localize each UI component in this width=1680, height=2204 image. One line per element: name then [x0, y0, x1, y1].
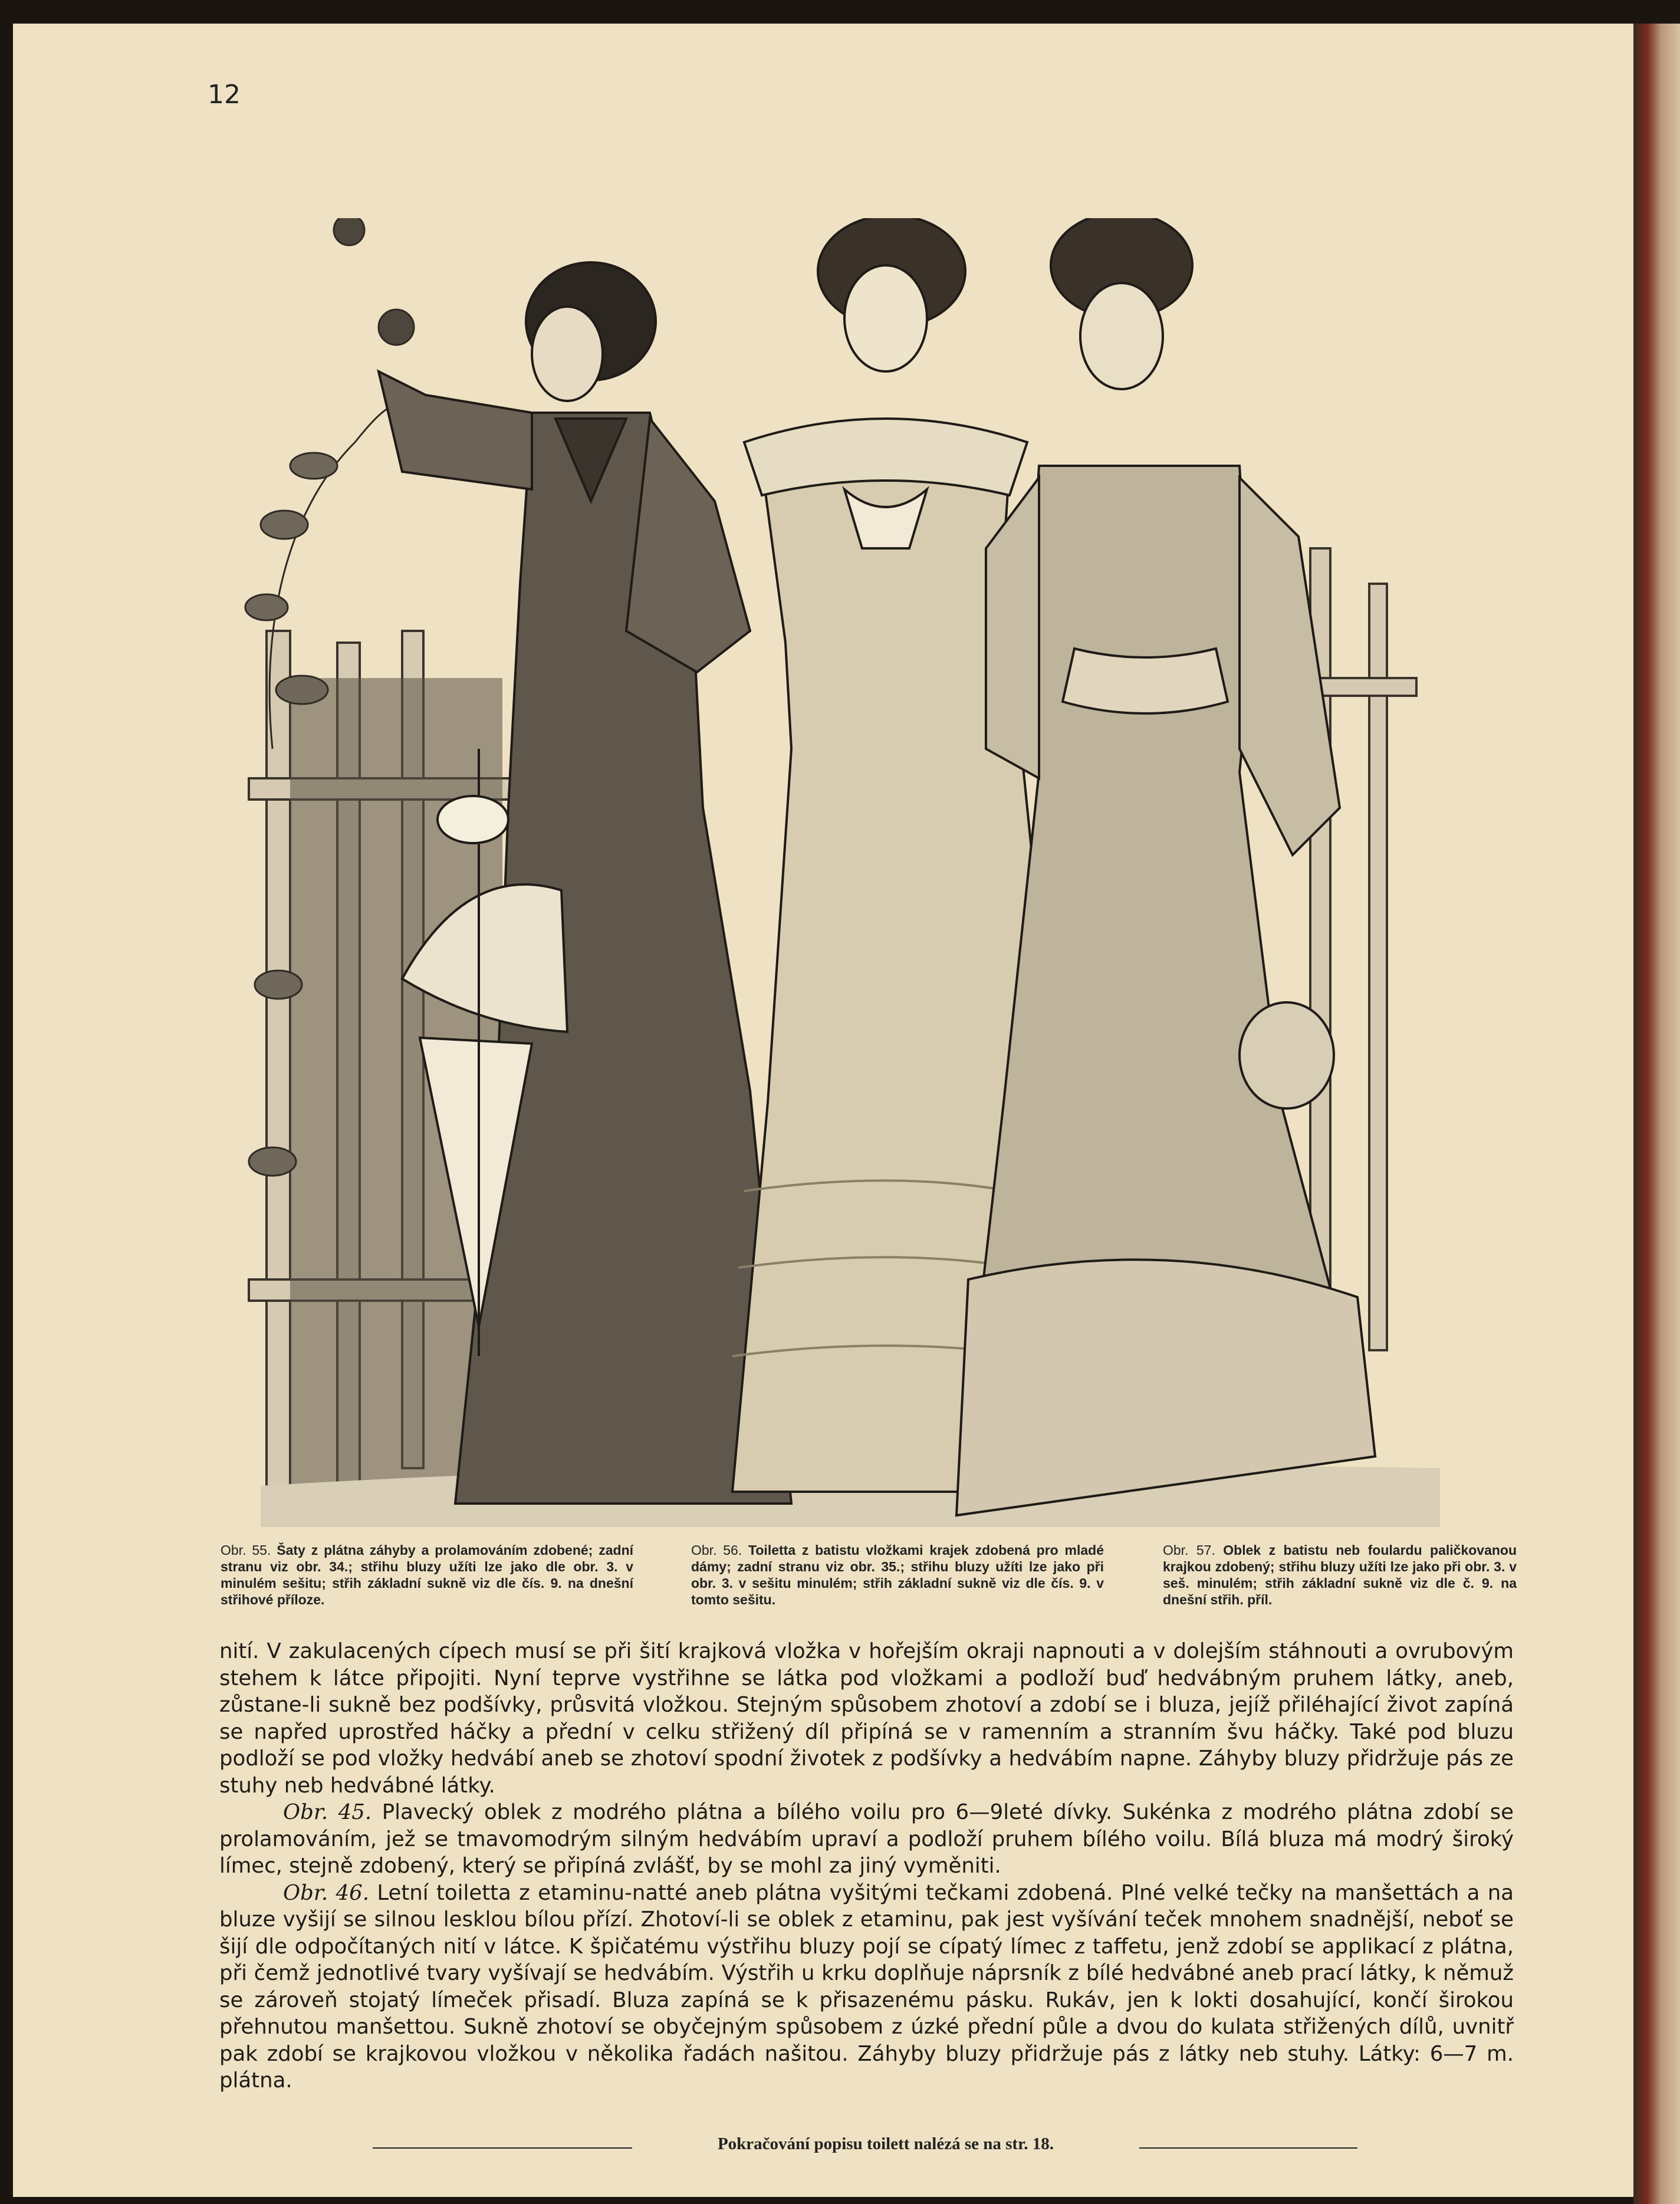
paragraph-obr-45	[219, 1799, 1514, 1880]
caption-label: Obr. 56.	[691, 1542, 742, 1558]
caption-text: Oblek z batistu neb foulardu paličkovanou krajkou zdobený; střihu bluzy užíti lze jako při obr. 3. v seš. minulém; střih základní sukně viz dle č. 9. na dnešní střih. příl.	[1163, 1542, 1517, 1607]
magazine-page	[13, 24, 1640, 2197]
fashion-illustration	[202, 218, 1493, 1527]
book-spine-edge	[1633, 24, 1680, 2204]
footer-rule-left	[373, 2147, 632, 2149]
figure-caption-56	[691, 1542, 1104, 1608]
footer-text: Pokračování popisu toilett nalézá se na str. 18.	[717, 2134, 1054, 2153]
figure-caption-57	[1163, 1542, 1517, 1608]
page-number: 12	[208, 80, 241, 110]
footer-rule-right	[1139, 2147, 1357, 2149]
caption-label: Obr. 55.	[221, 1542, 271, 1558]
caption-text: Šaty z plátna záhyby a prolamováním zdobené; zadní stranu viz obr. 34.; střihu bluzy užíti lze jako dle obr. 3. v minulém sešitu; střih základní sukně viz dle čís. 9. na dnešní střihové příloze.	[221, 1542, 634, 1607]
paragraph-obr-46	[219, 1880, 1514, 2094]
paragraph-text: Plavecký oblek z modrého plátna a bílého voilu pro 6—9leté dívky. Sukénka z modrého plátna zdobí se prolamováním, jež se tmavomodrým silným hedvábím upraví a podloží pruhem bílého voilu. Bílá bluza má modrý široký límec, stejně zdobený, který se připíná zvlášť, by se mohl za jiný vyměniti.	[219, 1800, 1514, 1878]
figure-reference: Obr. 45.	[283, 1800, 372, 1824]
figure-caption-55	[221, 1542, 633, 1608]
figure-reference: Obr. 46.	[283, 1880, 369, 1905]
footer-note	[373, 2134, 1357, 2158]
paragraph-continuation: nití. V zakulacených cípech musí se při šití krajková vložka v hořejším okraji napnouti a v dolejším stáhnouti a ovrubovým stehem k látce připojiti. Nyní teprve vystřihne se látka pod vložkami a podloží buď hedvábným pruhem látky, aneb, zůstane-li sukně bez podšívky, průsvitá vložkou. Stejným spůsobem zhotoví a zdobí se i bluza, jejíž přiléhající život zapíná se napřed uprostřed háčky a přední v celku střižený díl připíná se v ramenním a stranním švu háčky. Také pod bluzu podloží se pod vložky hedvábí aneb se zhotoví spodní životek z podšívky a hedvábím napne. Záhyby bluzy přidržuje pás ze stuhy neb hedvábné látky.	[219, 1639, 1514, 1798]
caption-text: Toiletta z batistu vložkami krajek zdobená pro mladé dámy; zadní stranu viz obr. 35.; střihu bluzy užíti lze jako při obr. 3. v sešitu minulém; střih základní sukně viz dle čís. 9. v tomto sešitu.	[691, 1542, 1104, 1607]
caption-label: Obr. 57.	[1163, 1542, 1215, 1558]
paragraph-text: Letní toiletta z etaminu-natté aneb plátna vyšitými tečkami zdobená. Plné velké tečky na manšettách a na bluze vyšijí se silnou lesklou bílou přízí. Zhotoví-li se oblek z etaminu, pak jest vyšívání teček mnohem snadnější, neboť se šijí dle odpočítaných nití v látce. K špičatému výstřihu bluzy pojí se cípatý límec z taffetu, jenž zdobí se applikací z plátna, při čemž jednotlivé tvary vyšívají se hedvábím. Výstřih u krku doplňuje náprsník z bílé hedvábné aneb prací látky, k němuž se zároveň stojatý límeček přisadí. Bluza zapíná se k přisazenému pásku. Rukáv, jen k lokti dosahující, končí širokou přehnutou manšettou. Sukně zhotoví se obyčejným spůsobem z úzké přední půle a dvou do kulata střižených dílů, uvnitř pak zdobí se krajkovou vložkou v několika řadách našitou. Záhyby bluzy přidržuje pás z látky neb stuhy. Látky: 6—7 m. plátna.	[219, 1880, 1514, 2093]
article-body	[219, 1638, 1514, 2094]
